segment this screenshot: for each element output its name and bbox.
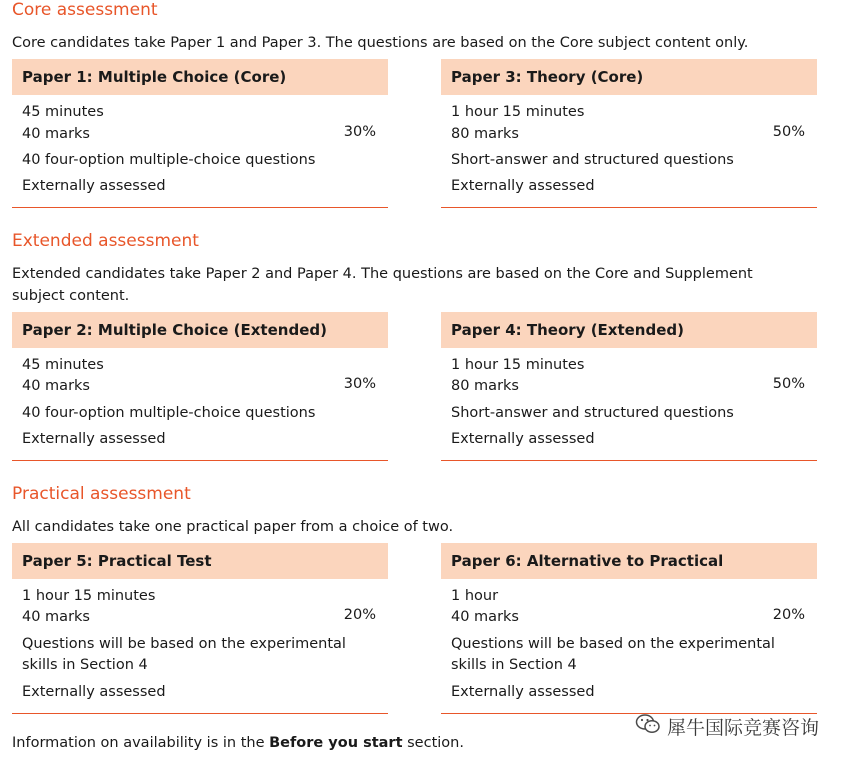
paper-duration: 45 minutes [22, 357, 104, 373]
paper-marks: 80 marks [451, 126, 519, 142]
footer-suffix: section. [402, 735, 464, 751]
section-heading-core: Core assessment [12, 0, 158, 20]
paper-marks: 40 marks [22, 126, 90, 142]
section-heading-extended: Extended assessment [12, 231, 199, 251]
paper-description: Questions will be based on the experimental skills in Section 4 [22, 636, 346, 673]
paper-duration: 1 hour [451, 588, 499, 604]
paper-title: Paper 1: Multiple Choice (Core) [12, 59, 388, 95]
paper-marks: 80 marks [451, 378, 519, 394]
watermark [635, 713, 819, 740]
paper-duration: 1 hour 15 minutes [451, 104, 585, 120]
paper-duration: 45 minutes [22, 104, 104, 120]
paper-description: 40 four-option multiple-choice questions [22, 405, 316, 421]
section-intro-practical: All candidates take one practical paper from a choice of two. [12, 519, 454, 535]
paper-weighting: 30% [343, 124, 376, 140]
paper-title: Paper 5: Practical Test [12, 543, 388, 579]
paper-marks: 40 marks [22, 609, 90, 625]
paper-description: Short-answer and structured questions [451, 405, 734, 421]
footer-note [12, 735, 464, 751]
paper-title: Paper 6: Alternative to Practical [441, 543, 817, 579]
paper-card-6 [441, 543, 817, 714]
paper-description: Short-answer and structured questions [451, 152, 734, 168]
paper-card-1 [12, 59, 388, 208]
paper-weighting: 20% [772, 607, 805, 623]
paper-duration: 1 hour 15 minutes [451, 357, 585, 373]
paper-assessment: Externally assessed [451, 431, 595, 447]
paper-weighting: 50% [772, 124, 805, 140]
section-intro-core: Core candidates take Paper 1 and Paper 3. The questions are based on the Core subject content only. [12, 35, 749, 51]
paper-card-2 [12, 312, 388, 461]
paper-marks: 40 marks [22, 378, 90, 394]
paper-card-5 [12, 543, 388, 714]
paper-title: Paper 3: Theory (Core) [441, 59, 817, 95]
watermark-text: 犀牛国际竞赛咨询 [666, 717, 819, 739]
wechat-icon [635, 713, 661, 740]
paper-assessment: Externally assessed [22, 431, 166, 447]
paper-card-3 [441, 59, 817, 208]
paper-card-4 [441, 312, 817, 461]
footer-link-text: Before you start [269, 735, 403, 751]
section-heading-practical: Practical assessment [12, 484, 191, 504]
paper-description: Questions will be based on the experimental skills in Section 4 [451, 636, 775, 673]
paper-title: Paper 2: Multiple Choice (Extended) [12, 312, 388, 348]
paper-weighting: 50% [772, 376, 805, 392]
paper-weighting: 30% [343, 376, 376, 392]
section-intro-extended: Extended candidates take Paper 2 and Paper 4. The questions are based on the Core and Supplement subject content. [12, 266, 753, 304]
paper-duration: 1 hour 15 minutes [22, 588, 156, 604]
paper-weighting: 20% [343, 607, 376, 623]
paper-assessment: Externally assessed [22, 178, 166, 194]
paper-assessment: Externally assessed [451, 684, 595, 700]
paper-assessment: Externally assessed [451, 178, 595, 194]
footer-prefix: Information on availability is in the [12, 735, 270, 751]
paper-assessment: Externally assessed [22, 684, 166, 700]
paper-title: Paper 4: Theory (Extended) [441, 312, 817, 348]
paper-marks: 40 marks [451, 609, 519, 625]
paper-description: 40 four-option multiple-choice questions [22, 152, 316, 168]
